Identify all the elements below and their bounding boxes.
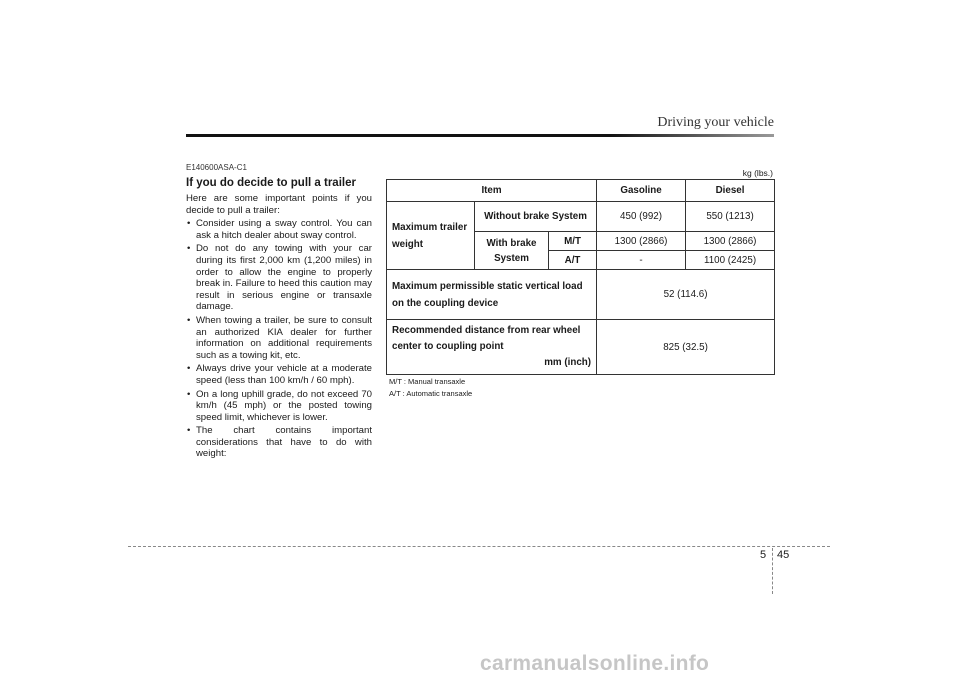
distance-value: 825 (32.5) [597,320,775,375]
header-item: Item [387,180,597,202]
bullet-item: • The chart contains important considerations that have to do with weight: [186,425,372,460]
max-trailer-weight-label: Maximum trailer weight [387,202,475,270]
footer-rule [128,546,830,547]
with-brake-label: With brake System [475,232,549,270]
at-label: A/T [549,251,597,270]
chapter-number: 5 [760,549,767,561]
at-diesel: 1100 (2425) [686,251,775,270]
footnote-at: A/T : Automatic transaxle [389,389,473,398]
distance-label: Recommended distance from rear wheel center to coupling point [392,325,581,352]
vertical-load-label: Maximum permissible static vertical load on the coupling device [387,270,597,320]
section-code: E140600ASA-C1 [186,163,247,172]
header-gasoline: Gasoline [597,180,686,202]
without-brake-gasoline: 450 (992) [597,202,686,232]
distance-unit: mm (inch) [544,357,592,368]
table-unit: kg (lbs.) [742,168,773,178]
bullet-item: • When towing a trailer, be sure to consult an authorized KIA dealer for further information on additional requirements such as a towing kit, etc. [186,315,372,361]
section-title: If you do decide to pull a trailer [186,177,356,189]
vertical-load-value: 52 (114.6) [597,270,775,320]
header-diesel: Diesel [686,180,775,202]
at-gasoline: - [597,251,686,270]
bullet-item: • Do not do any towing with your car during its first 2,000 km (1,200 miles) in order to allow the engine to properly break in. Failure to heed this caution may result in serious engine or transaxle damage. [186,243,372,313]
bullet-item: • On a long uphill grade, do not exceed 70 km/h (45 mph) or the posted towing speed limit, whichever is lower. [186,389,372,424]
left-column [186,163,372,462]
watermark: carmanualsonline.info [480,652,710,675]
mt-gasoline: 1300 (2866) [597,232,686,251]
without-brake-label: Without brake System [475,202,597,232]
footnote-mt: M/T : Manual transaxle [389,377,466,386]
mt-label: M/T [549,232,597,251]
without-brake-diesel: 550 (1213) [686,202,775,232]
bullet-list [186,218,372,460]
trailer-spec-table [386,179,775,375]
page-number: 45 [777,549,790,561]
mt-diesel: 1300 (2866) [686,232,775,251]
footnotes [389,376,472,400]
header-rule [186,134,774,137]
page-divider [772,548,773,594]
bullet-item: • Consider using a sway control. You can ask a hitch dealer about sway control. [186,218,372,241]
intro-text: Here are some important points if you decide to pull a trailer: [186,193,372,216]
bullet-item: • Always drive your vehicle at a moderate speed (less than 100 km/h / 60 mph). [186,363,372,386]
distance-cell [387,320,597,375]
header-title: Driving your vehicle [657,115,774,130]
